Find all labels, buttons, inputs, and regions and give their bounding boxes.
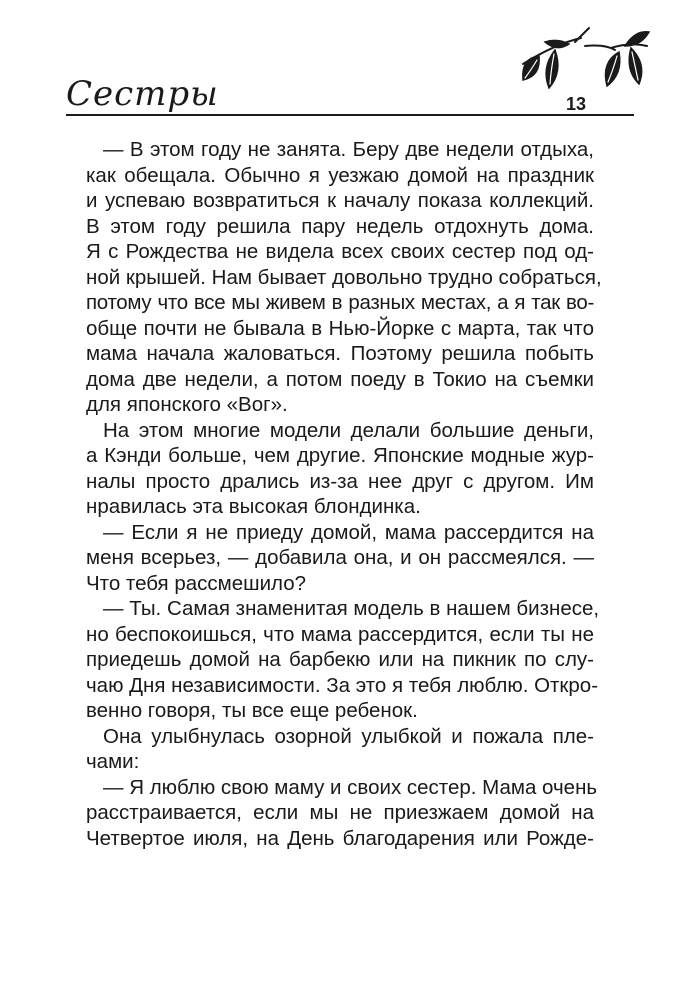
text-line: расстраивается, если мы не приезжаем домой на [86, 801, 594, 824]
text-line: дома две недели, а потом поеду в Токио на съемки [86, 367, 594, 391]
text-line: а Кэнди больше, чем другие. Японские модные жур- [86, 444, 594, 467]
text-line: для японского «Вог». [86, 393, 288, 416]
text-line: и успеваю возвратиться к началу показа коллекций. [86, 189, 594, 212]
text-line: налы просто дрались из-за нее друг с другом. Им [86, 469, 594, 493]
page-number: 13 [566, 94, 587, 114]
text-line: обще почти не бывала в Нью-Йорке с марта, так что [86, 316, 594, 340]
text-line: — Ты. Самая знаменитая модель в нашем бизнесе, [103, 597, 600, 620]
text-line: Я с Рождества не видела всех своих сестер под од- [86, 240, 594, 263]
header-divider [66, 114, 634, 116]
text-line: нравилась эта высокая блондинка. [86, 495, 421, 518]
text-line: — Я люблю свою маму и своих сестер. Мама очень [103, 775, 598, 799]
text-line: как обещала. Обычно я уезжаю домой на праздник [86, 163, 594, 187]
text-line: В этом году решила пару недель отдохнуть дома. [86, 214, 594, 238]
text-line: потому что все мы живем в разных местах, а я так во- [86, 291, 594, 314]
text-line: чами: [86, 750, 140, 773]
text-line: Что тебя рассмешило? [86, 571, 307, 595]
running-title: Сестры [66, 74, 219, 114]
text-line: приедешь домой на барбекю или на пикник по слу- [86, 648, 594, 671]
text-line: На этом многие модели делали большие деньги, [103, 418, 594, 442]
text-line: мама начала жаловаться. Поэтому решила побыть [86, 342, 594, 365]
text-line: — В этом году не занята. Беру две недели отдыха, [103, 138, 594, 161]
text-line: венно говоря, ты все еще ребенок. [86, 699, 418, 722]
text-line: чаю Дня независимости. За это я тебя люблю. Откро- [86, 673, 599, 697]
text-line: но беспокоишься, что мама рассердится, если ты не [86, 622, 594, 646]
body-text [86, 137, 602, 851]
text-line: ной крышей. Нам бывает довольно трудно собраться, [86, 265, 602, 289]
text-line: меня всерьез, — добавила она, и он рассмеялся. — [86, 546, 594, 569]
text-line: — Если я не приеду домой, мама рассердится на [103, 520, 594, 544]
text-line: Четвертое июля, на День благодарения или Рожде- [86, 826, 594, 850]
text-line: Она улыбнулась озорной улыбкой и пожала пле- [103, 724, 594, 748]
